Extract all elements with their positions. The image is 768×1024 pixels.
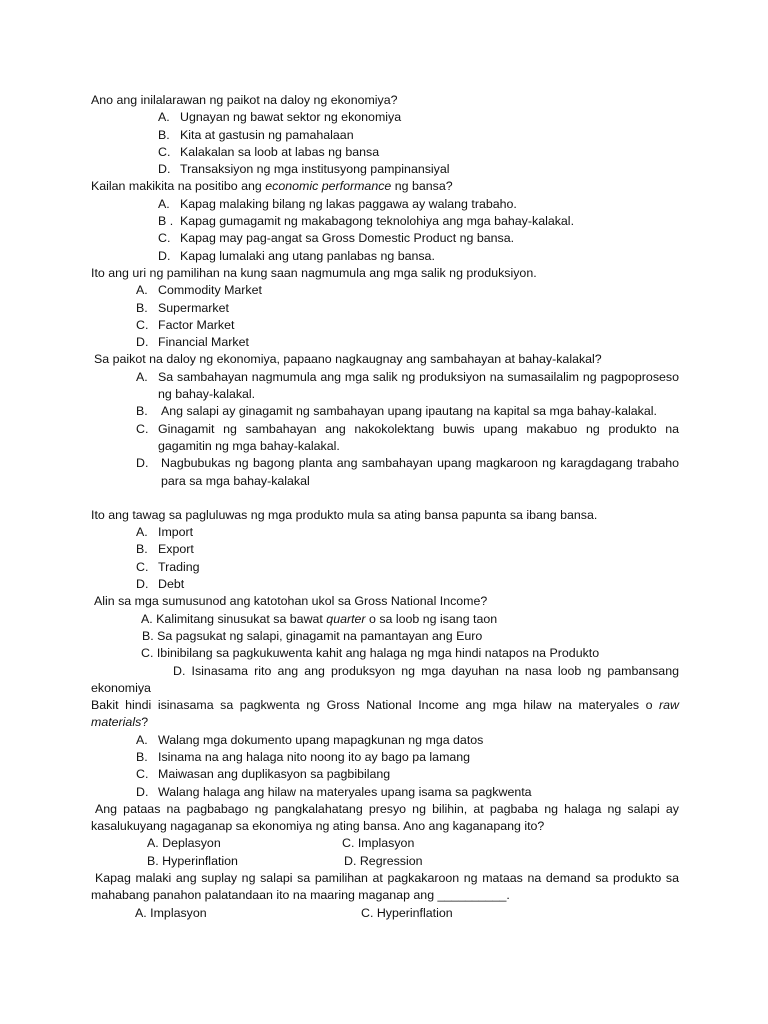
question-5 (91, 507, 679, 593)
question-1 (91, 92, 679, 178)
option-text: Kapag may pag-angat sa Gross Domestic Product ng bansa. (180, 231, 515, 246)
option (136, 732, 679, 749)
option-label: A. (158, 110, 170, 125)
option-text: Nagbubukas ng bagong planta ang sambahayan upang magkaroon ng karagdagang trabaho para sa mga bahay-kalakal (161, 456, 679, 488)
option (136, 421, 679, 456)
question-4 (91, 351, 679, 489)
option-text: Commodity Market (158, 283, 262, 298)
option-text: Sa sambahayan nagmumula ang mga salik ng produksiyon na sumasailalim ng pagpoproseso ng bahay-kalakal. (158, 369, 679, 402)
option-text: Walang mga dokumento upang mapagkunan ng mga datos (158, 732, 484, 747)
option-label: B. (136, 749, 148, 764)
option-label: C. (141, 646, 154, 661)
option-label: B. (136, 542, 148, 557)
question-text-part: Bakit hindi isinasama sa pagkwenta ng Gross National Income ang mga hilaw na materyales o (91, 698, 660, 713)
option-text: Ginagamit ng sambahayan ang nakokolektang buwis upang makabuo ng produkto na gagamitin ng mga bahay-kalakal. (158, 421, 679, 453)
question-text-italic: raw materials (91, 698, 679, 730)
option (136, 334, 679, 351)
question-text: Ito ang tawag sa pagluluwas ng mga produkto mula sa ating bansa papunta sa ibang bansa. (91, 507, 598, 522)
option-label: D. (136, 784, 149, 799)
option-text: Sa pagsukat ng salapi, ginagamit na pamantayan ang Euro (157, 628, 483, 643)
option-label: D. (173, 663, 186, 678)
option-text: Implasyon (150, 905, 207, 920)
option-label: A. (135, 905, 147, 920)
option-label: B. (136, 404, 148, 419)
question-text-italic: economic performance (265, 179, 392, 194)
option-label: B. (158, 127, 170, 142)
option-label: A. (141, 611, 153, 626)
option-text: Walang halaga ang hilaw na materyales upang isama sa pagkwenta (158, 784, 532, 799)
option-text: Hyperinflation (162, 853, 238, 868)
option-text: Kalimitang sinusukat sa bawat (156, 611, 327, 626)
option-label: B . (158, 214, 174, 229)
option-text: Kita at gastusin ng pamahalaan (180, 127, 354, 142)
option-label: D. (136, 335, 149, 350)
option-text: Hyperinflation (376, 905, 453, 920)
option (136, 784, 679, 801)
option (136, 455, 679, 490)
quiz-content (91, 92, 679, 922)
question-text: Sa paikot na daloy ng ekonomiya, papaano nagkaugnay ang sambahayan at bahay-kalakal? (94, 352, 602, 367)
option-text: Kapag malaking bilang ng lakas paggawa ay walang trabaho. (180, 196, 517, 211)
option-label: C. (158, 231, 171, 246)
option-label: A. (147, 836, 159, 851)
option (136, 524, 679, 541)
option-text: Import (158, 525, 194, 540)
option (136, 559, 679, 576)
option (136, 403, 679, 420)
option (135, 905, 361, 922)
option (136, 317, 679, 334)
option-text: Export (158, 542, 194, 557)
option-text: Kalakalan sa loob at labas ng bansa (180, 144, 380, 159)
option-label: D. (158, 248, 171, 263)
option (147, 853, 344, 870)
option-text: Kapag gumagamit ng makabagong teknolohiya ang mga bahay-kalakal. (180, 214, 575, 229)
option (158, 144, 679, 161)
option-text: Implasyon (357, 836, 415, 851)
option-label: A. (136, 283, 148, 298)
option-text: Kapag lumalaki ang utang panlabas ng bansa. (180, 248, 435, 263)
option (136, 300, 679, 317)
option-text: Ugnayan ng bawat sektor ng ekonomiya (180, 110, 402, 125)
option-text: Financial Market (158, 335, 249, 350)
option (91, 628, 679, 645)
question-text: Ito ang uri ng pamilihan na kung saan nagmumula ang mga salik ng produksiyon. (91, 265, 537, 280)
option-text: Ibinibilang sa pagkukuwenta kahit ang halaga ng mga hindi natapos na Produkto (156, 646, 600, 661)
option-label: D. (158, 162, 171, 177)
option-label: A. (136, 732, 148, 747)
question-text: Ano ang inilalarawan ng paikot na daloy ng ekonomiya? (91, 93, 398, 107)
option-row (91, 905, 679, 922)
question-text: Ang pataas na pagbabago ng pangkalahatang presyo ng bilihin, at pagbaba ng halaga ng salapi ay kasalukuyang nagaganap sa ekonomiya ng ating bansa. Ano ang kaganapang ito? (91, 801, 679, 834)
option (158, 230, 679, 247)
option (344, 853, 423, 870)
option (158, 196, 679, 213)
question-text-part: ? (141, 715, 149, 730)
option (136, 282, 679, 299)
option (158, 213, 679, 230)
question-text: Kapag malaki ang suplay ng salapi sa pamilihan at pagkakaroon ng mataas na demand sa produkto sa mahabang panahon palatandaan ito na maaring maganap ang __________. (91, 871, 679, 903)
option-label: C. (136, 421, 149, 436)
question-7 (91, 697, 679, 801)
option (158, 127, 679, 144)
option-text: Regression (359, 853, 423, 868)
option-text: Ang salapi ay ginagamit ng sambahayan upang ipautang na kapital sa mga bahay-kalakal. (161, 404, 657, 419)
option-label: D. (344, 853, 357, 868)
question-9 (91, 870, 679, 922)
question-8 (91, 801, 679, 870)
option-label: D. (136, 456, 149, 471)
question-text-part: ng bansa? (391, 179, 453, 194)
option-label: C. (136, 767, 149, 782)
option-label: C. (136, 559, 149, 574)
option (91, 663, 679, 698)
option-label: C. (361, 905, 374, 920)
option (136, 541, 679, 558)
option-label: A. (158, 196, 170, 211)
option-text: Isinama na ang halaga nito noong ito ay bago pa lamang (158, 749, 471, 764)
option-text: Factor Market (158, 317, 235, 332)
option-text-italic: quarter (326, 611, 366, 626)
question-2 (91, 178, 679, 264)
option-text: Trading (158, 559, 200, 574)
option-label: C. (158, 144, 171, 159)
option (158, 161, 679, 178)
option (136, 766, 679, 783)
option-label: D. (136, 577, 149, 592)
option-text: Transaksiyon ng mga institusyong pampinansiyal (180, 162, 450, 177)
option (136, 576, 679, 593)
option-label: C. (136, 317, 149, 332)
option-text: Maiwasan ang duplikasyon sa pagbibilang (158, 767, 391, 782)
option-label: A. (136, 369, 148, 384)
option-row (91, 835, 679, 852)
option-label: B. (142, 628, 154, 643)
option (136, 369, 679, 404)
option (91, 645, 679, 662)
option (147, 835, 342, 852)
option (91, 611, 679, 628)
option (158, 248, 679, 265)
option-label: B. (147, 853, 159, 868)
option-label: C. (342, 836, 355, 851)
option (158, 109, 679, 126)
question-text (91, 178, 679, 195)
question-6 (91, 593, 679, 697)
option-text: o sa loob ng isang taon (365, 611, 498, 626)
option-label: A. (136, 525, 148, 540)
option-label: B. (136, 300, 148, 315)
option (136, 749, 679, 766)
option (342, 835, 414, 852)
question-text (91, 697, 679, 732)
option (361, 905, 453, 922)
option-row (91, 853, 679, 870)
option-text: Deplasyon (162, 836, 221, 851)
option-text: Supermarket (158, 300, 229, 315)
question-text: Alin sa mga sumusunod ang katotohan ukol sa Gross National Income? (94, 594, 488, 609)
question-3 (91, 265, 679, 351)
option-text: Isinasama rito ang ang produksyon ng mga dayuhan na nasa loob ng pambansang ekonomiya (91, 663, 679, 695)
option-text: Debt (158, 577, 185, 592)
question-text-part: Kailan makikita na positibo ang (91, 179, 266, 194)
